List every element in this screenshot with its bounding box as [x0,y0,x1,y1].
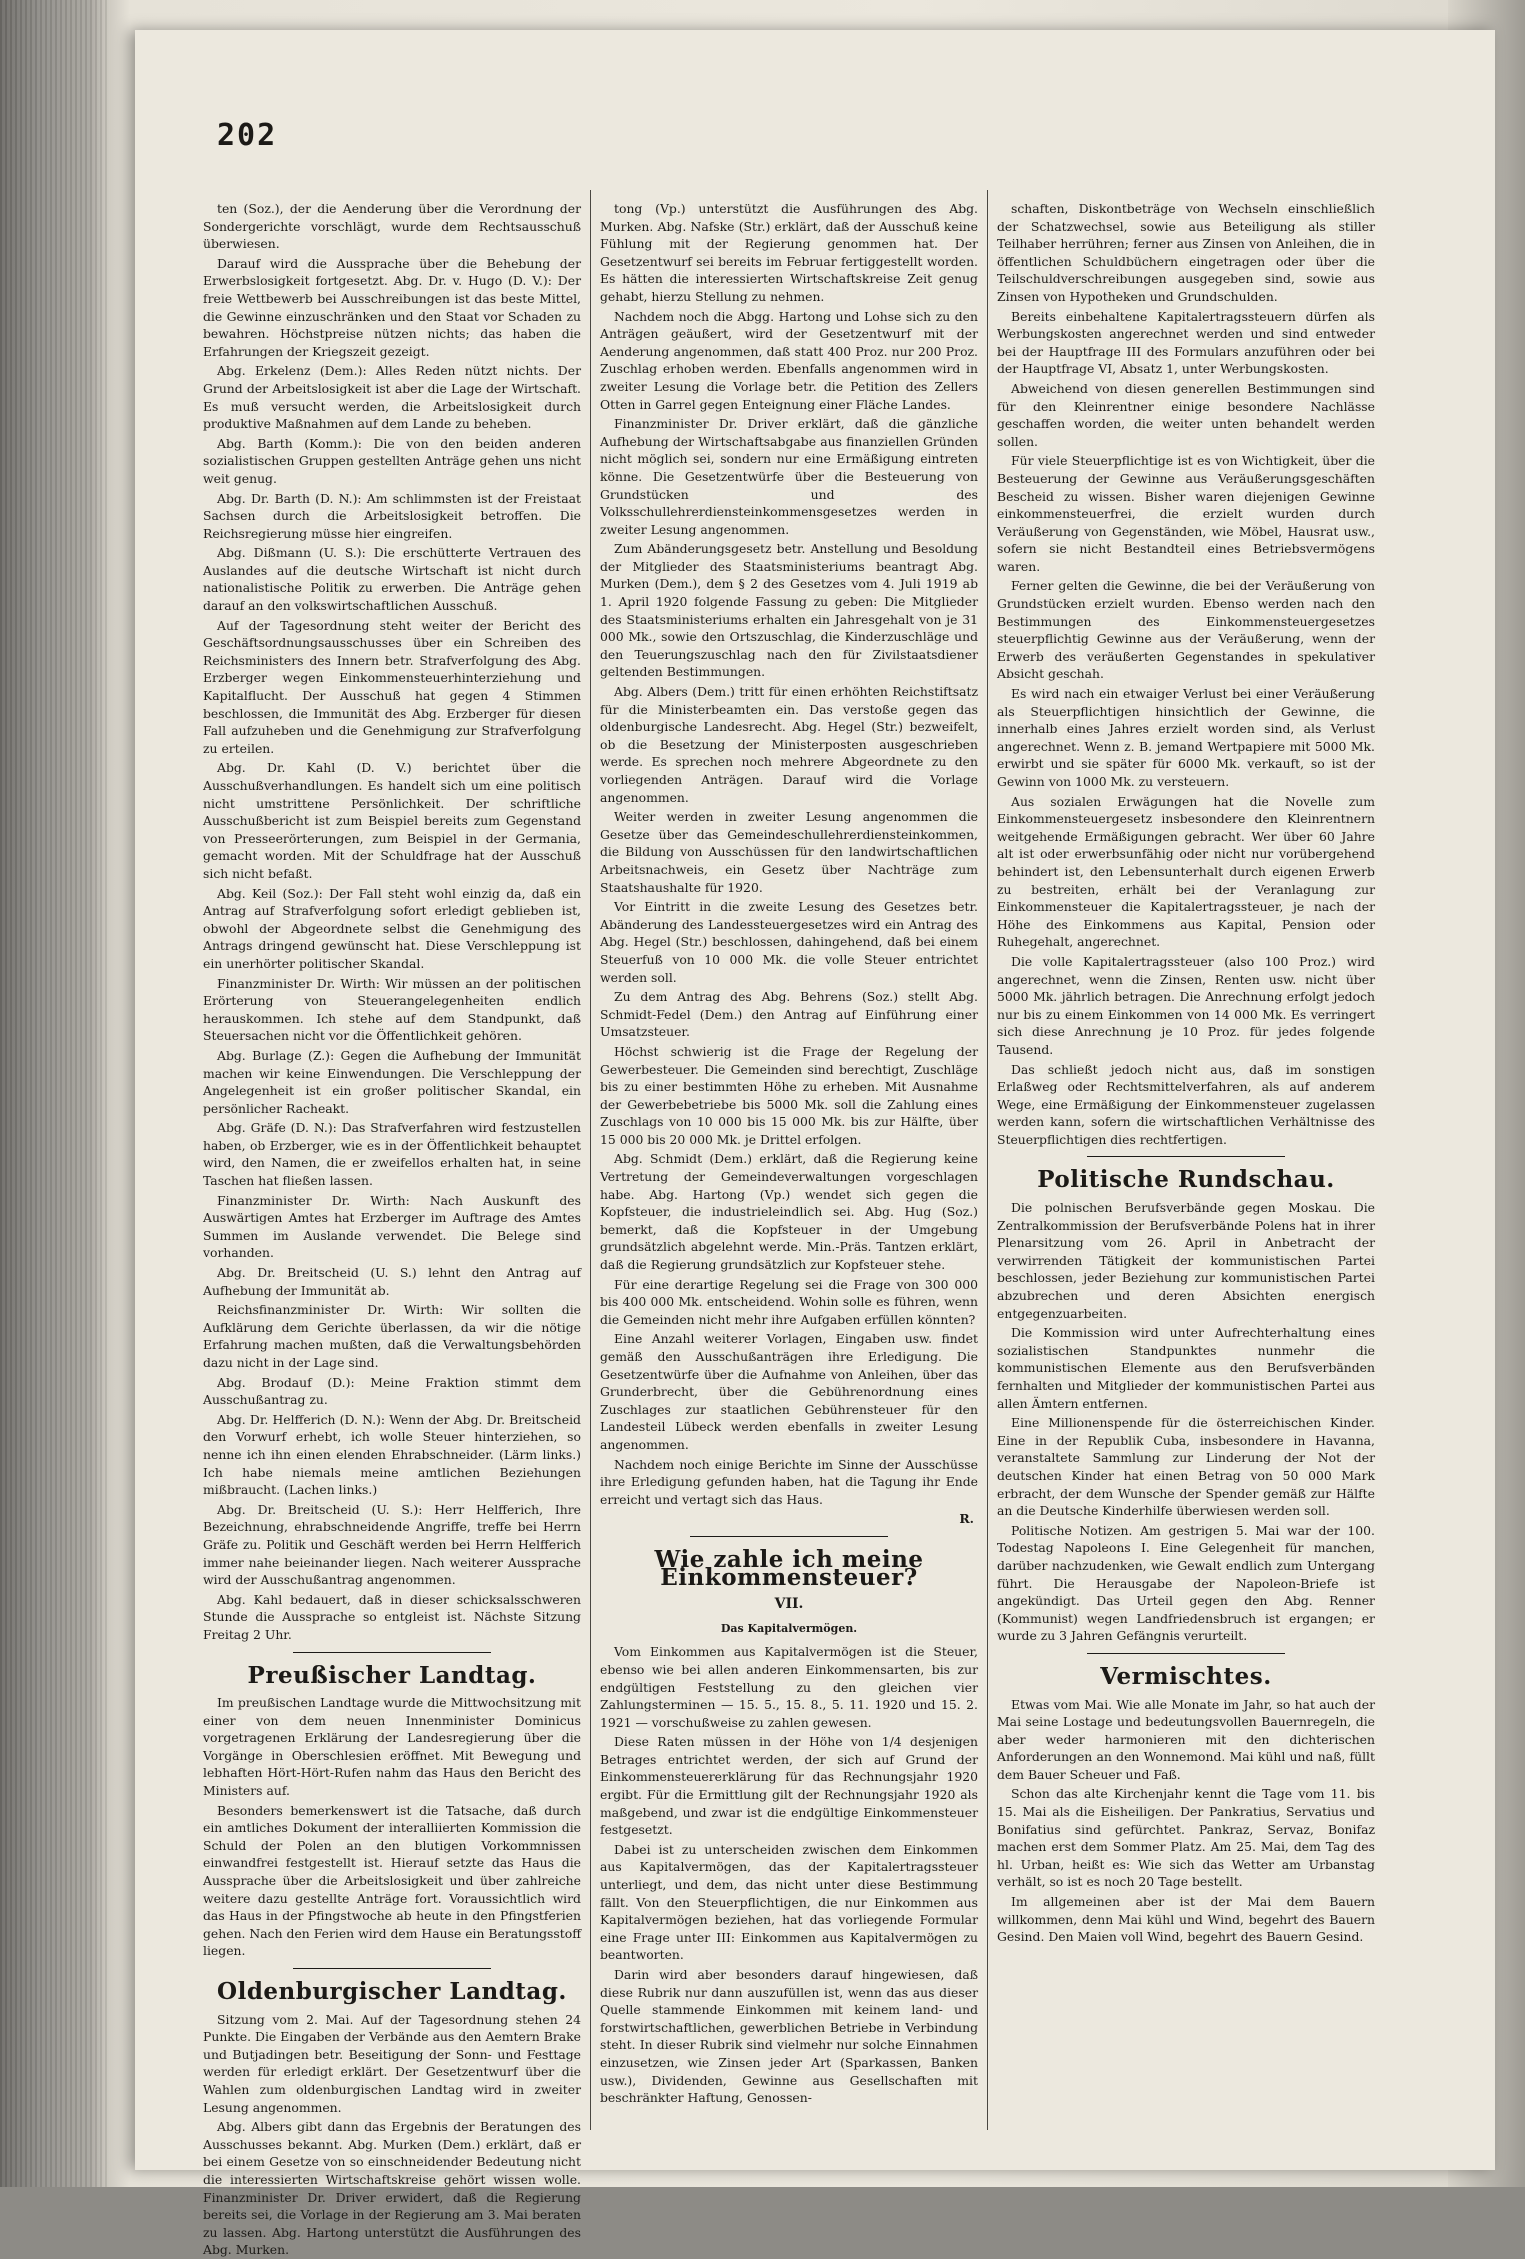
paragraph: Abweichend von diesen generellen Bestimmungen sind für den Kleinrentner einige besondere Nachlässe geschaffen worden, die weiter unten behandelt werden sollen. [997,380,1375,449]
paragraph: Abg. Dr. Helfferich (D. N.): Wenn der Abg. Dr. Breitscheid den Vorwurf erhebt, ich wolle Steuer hinterziehen, so nenne ich ihn einen elenden Ehrabschneider. (Lärm links.) Ich habe niemals meine amtlichen Beziehungen mißbraucht. (Lachen links.) [203,1411,581,1498]
book-binding [0,0,110,2187]
paragraph: Abg. Gräfe (D. N.): Das Strafverfahren wird festzustellen haben, ob Erzberger, wie es in der Öffentlichkeit behauptet wird, den Namen, die er zweifellos erhalten hat, in seine Taschen hat fließen lassen. [203,1120,581,1189]
paragraph: Politische Notizen. Am gestrigen 5. Mai war der 100. Todestag Napoleons I. Eine Gelegenheit für manchen, darüber nachzudenken, wie Gewalt endlich zum Untergang führt. Die Herausgabe der Napoleon-Briefe ist angekündigt. Das Urteil gegen den Abg. Renner (Kommunist) wegen Landfriedensbruch ist ergangen; er wurde zu 3 Jahren Gefängnis verurteilt. [997,1522,1375,1644]
paragraph: Im preußischen Landtage wurde die Mittwochsitzung mit einer von dem neuen Innenminister Dominicus vorgetragenen Erklärung der Landesregierung über die Vorgänge in Oberschlesien eröffnet. Mit Bewegung und lebhaften Hört-Hört-Rufen nahm das Haus den Bericht des Ministers auf. [203,1695,581,1799]
paragraph: Darauf wird die Aussprache über die Behebung der Erwerbslosigkeit fortgesetzt. Abg. Dr. v. Hugo (D. V.): Der freie Wettbewerb bei Ausschreibungen ist das beste Mittel, die Gewinne einzuschränken und den Staat vor Schaden zu bewahren. Höchstpreise nützen nichts; das haben die Erfahrungen der Kriegszeit gezeigt. [203,255,581,359]
section-rule [1087,1156,1285,1157]
paragraph: Weiter werden in zweiter Lesung angenommen die Gesetze über das Gemeindeschullehrerdiensteinkommen, die Bildung von Ausschüssen für den landwirtschaftlichen Arbeitsnachweis, ein Gesetz über Nachträge zum Staatshaushalte für 1920. [600,809,978,895]
paragraph: Auf der Tagesordnung steht weiter der Bericht des Geschäftsordnungsausschusses über ein Schreiben des Reichsministers des Innern betr. Strafverfolgung des Abg. Erzberger wegen Einkommensteuerhinterziehung und Kapitalflucht. Der Ausschuß hat gegen 4 Stimmen beschlossen, die Immunität des Abg. Erzberger für diesen Fall aufzuheben und die Genehmigung zur Strafverfolgung zu erteilen. [203,617,581,756]
headline-oldenburgischer-landtag: Oldenburgischer Landtag. [217,1978,567,2005]
column-3 [997,200,1375,2140]
paragraph: Nachdem noch einige Berichte im Sinne der Ausschüsse ihre Erledigung gefunden haben, hat die Tagung ihr Ende erreicht und vertagt sich das Haus. [600,1456,978,1507]
paragraph: Schon das alte Kirchenjahr kennt die Tage vom 11. bis 15. Mai als die Eisheiligen. Der Pankratius, Servatius und Bonifatius sind gefürchtet. Pankraz, Servaz, Bonifaz machen erst dem Sommer Platz. Am 25. Mai, dem Tag des hl. Urban, heißt es: Wie sich das Wetter am Urbanstag verhält, so ist es noch 20 Tage bestellt. [997,1786,1375,1890]
section-rule [293,1968,491,1969]
paragraph: Eine Anzahl weiterer Vorlagen, Eingaben usw. findet gemäß den Ausschußanträgen ihre Erledigung. Die Gesetzentwürfe über die Aufnahme von Anleihen, über das Grunderbrecht, über die Gebührenordnung eines Zuschlages zur staatlichen Gebührensteuer für den Landesteil Lübeck werden ebenfalls in zweiter Lesung angenommen. [600,1331,978,1452]
headline-politische-rundschau: Politische Rundschau. [1037,1166,1335,1194]
paragraph: Die volle Kapitalertragssteuer (also 100 Proz.) wird angerechnet, wenn die Zinsen, Renten usw. nicht über 5000 Mk. jährlich betragen. Die Anrechnung erfolgt jedoch nur bis zu einem Einkommen von 14 000 Mk. Es verringert sich diese Anrechnung je 10 Proz. für jedes folgende Tausend. [997,953,1375,1057]
paragraph: Dabei ist zu unterscheiden zwischen dem Einkommen aus Kapitalvermögen, das der Kapitalertragssteuer unterliegt, und dem, das nicht unter diese Bestimmung fällt. Von den Steuerpflichtigen, die nur Einkommen aus Kapitalvermögen beziehen, hat das vorliegende Formular eine Frage unter III: Einkommen aus Kapitalvermögen zu beantworten. [600,1841,978,1963]
paragraph: Abg. Dr. Kahl (D. V.) berichtet über die Ausschußverhandlungen. Es handelt sich um eine politisch nicht umstrittene Persönlichkeit. Der schriftliche Ausschußbericht ist zum Beispiel bereits zum Gegenstand von Presseerörterungen, zum Beispiel in der Germania, gemacht worden. Mit der Schuldfrage hat der Ausschuß sich nicht befaßt. [203,760,581,881]
paragraph: Zu dem Antrag des Abg. Behrens (Soz.) stellt Abg. Schmidt-Fedel (Dem.) den Antrag auf Einführung einer Umsatzsteuer. [600,989,978,1040]
paragraph: Für viele Steuerpflichtige ist es von Wichtigkeit, über die Besteuerung der Gewinne aus Veräußerungsgeschäften Bescheid zu wissen. Bisher waren diejenigen Gewinne einkommensteuerfrei, die erzielt wurden durch Veräußerung von Gegenständen, wie Möbel, Hausrat usw., sofern sie nicht Bestandteil eines Betriebsvermögens waren. [997,453,1375,574]
section-number: VII. [774,1596,804,1613]
paragraph: tong (Vp.) unterstützt die Ausführungen des Abg. Murken. Abg. Nafske (Str.) erklärt, daß der Ausschuß keine Fühlung mit der Regierung genommen hat. Der Gesetzentwurf sei bereits im Februar fertiggestellt worden. Es hätten die interessierten Wirtschaftskreise Zeit genug gehabt, hierzu Stellung zu nehmen. [600,201,978,304]
section-rule [690,1536,888,1537]
paragraph: Abg. Dr. Breitscheid (U. S.) lehnt den Antrag auf Aufhebung der Immunität ab. [203,1265,581,1298]
paragraph: Abg. Burlage (Z.): Gegen die Aufhebung der Immunität machen wir keine Einwendungen. Die Verschleppung der Angelegenheit ist ein großer politischer Skandal, ein persönlicher Racheakt. [203,1047,581,1116]
paragraph: Etwas vom Mai. Wie alle Monate im Jahr, so hat auch der Mai seine Lostage und bedeutungsvollen Bauernregeln, die aber weder harmonieren mit den dichterischen Anforderungen an den Wonnemond. Mai kühl und naß, füllt dem Bauer Scheuer und Faß. [997,1696,1375,1782]
paragraph: Finanzminister Dr. Driver erklärt, daß die gänzliche Aufhebung der Wirtschaftsabgabe aus finanziellen Gründen nicht möglich sei, sondern nur eine Ermäßigung eintreten könne. Die Gesetzentwürfe über die Besteuerung von Grundstücken und des Volksschullehrerdiensteinkommensgesetzes werden in zweiter Lesung angenommen. [600,416,978,537]
paragraph: Eine Millionenspende für die österreichischen Kinder. Eine in der Republik Cuba, insbesondere in Havanna, veranstaltete Sammlung zur Linderung der Not der deutschen Kinder hat einen Betrag von 50 000 Mark erbracht, der dem Wunsche der Spender gemäß zur Hälfte an die Deutsche Kinderhilfe überwiesen werden soll. [997,1415,1375,1519]
section-subtitle: Das Kapitalvermögen. [720,1621,858,1635]
paragraph: Zum Abänderungsgesetz betr. Anstellung und Besoldung der Mitglieder des Staatsministeriums beantragt Abg. Murken (Dem.), dem § 2 des Gesetzes vom 4. Juli 1919 ab 1. April 1920 folgende Fassung zu geben: Die Mitglieder des Staatsministeriums erhalten ein Jahresgehalt von je 31 000 Mk., sowie den Ortszuschlag, die Kinderzuschläge und den Teuerungszuschlag nach den für Zivilstaatsdiener geltenden Bestimmungen. [600,541,978,680]
paragraph: Diese Raten müssen in der Höhe von 1/4 desjenigen Betrages entrichtet werden, der sich auf Grund der Einkommensteuererklärung für das Rechnungsjahr 1920 ergibt. Für die Ermittlung gilt der Rechnungsjahr 1920 als maßgebend, und zwar ist die endgültige Einkommensteuer festgesetzt. [600,1734,978,1838]
paragraph: Bereits einbehaltene Kapitalertragssteuern dürfen als Werbungskosten angerechnet werden und sind entweder bei der Hauptfrage III des Formulars anzuführen oder bei der Hauptfrage VI, Absatz 1, unter Werbungskosten. [997,308,1375,377]
section-rule [293,1652,491,1653]
paragraph: Das schließt jedoch nicht aus, daß im sonstigen Erlaßweg oder Rechtsmittelverfahren, als auf anderem Wege, eine Ermäßigung der Einkommensteuer zugelassen werden kann, sofern die wirtschaftlichen Verhältnisse des Steuerpflichtigen dies rechtfertigen. [997,1061,1375,1147]
paragraph: Abg. Albers (Dem.) tritt für einen erhöhten Reichstiftsatz für die Ministerbeamten ein. Das verstoße gegen das oldenburgische Landesrecht. Abg. Hegel (Str.) bezweifelt, ob die Besetzung der Ministerposten ausgeschrieben werde. Es sprechen noch mehrere Abgeordnete zu den vorliegenden Anträgen. Darauf wird die Vorlage angenommen. [600,684,978,805]
column-2 [600,200,978,2140]
paragraph: Aus sozialen Erwägungen hat die Novelle zum Einkommensteuergesetz insbesondere den Kleinrentnern weitgehende Ermäßigungen gebracht. Wer über 60 Jahre alt ist oder erwerbsunfähig oder nicht nur vorübergehend behindert ist, den Lebensunterhalt durch eigenen Erwerb zu bestreiten, erhält bei der Veranlagung zur Einkommensteuer die Kapitalertragssteuer, je nach der Höhe des Einkommens aus Kapital, Pension oder Ruhegehalt, angerechnet. [997,793,1375,950]
column-1 [203,200,582,2258]
column-divider [590,190,591,2130]
headline-preussischer-landtag: Preußischer Landtag. [247,1661,537,1689]
paragraph: Vom Einkommen aus Kapitalvermögen ist die Steuer, ebenso wie bei allen anderen Einkommensarten, bis zur endgültigen Feststellung zu den gleichen vier Zahlungsterminen — 15. 5., 15. 8., 5. 11. 1920 und 15. 2. 1921 — vorschußweise zu zahlen gewesen. [600,1644,978,1730]
paragraph: Vor Eintritt in die zweite Lesung des Gesetzes betr. Abänderung des Landessteuergesetzes wird ein Antrag des Abg. Hegel (Str.) beschlossen, dahingehend, daß bei einem Steuerfuß von 10 000 Mk. die volle Steuer entrichtet werden soll. [600,899,978,985]
paragraph: ten (Soz.), der die Aenderung über die Verordnung der Sondergerichte vorschlägt, wurde dem Rechtsausschuß überwiesen. [203,201,581,252]
paragraph: Besonders bemerkenswert ist die Tatsache, daß durch ein amtliches Dokument der interalliierten Kommission die Schuld der Polen an den blutigen Vorkommnissen einwandfrei festgestellt ist. Hierauf setzte das Haus die Aussprache über die Arbeitslosigkeit und über zahlreiche weitere dazu gestellte Anträge fort. Voraussichtlich wird das Haus in der Pfingstwoche ab heute in den Pfingstferien gehen. Nach den Ferien wird dem Hause ein Beratungsstoff liegen. [203,1802,582,1959]
paragraph: Abg. Barth (Komm.): Die von den beiden anderen sozialistischen Gruppen gestellten Anträge gehen uns nicht weit genug. [203,435,581,486]
paragraph: Abg. Albers gibt dann das Ergebnis der Beratungen des Ausschusses bekannt. Abg. Murken (Dem.) erklärt, daß er bei einem Gesetze von so einschneidender Bedeutung nicht die interessierten Wirtschaftskreise gehört wissen wolle. Finanzminister Dr. Driver erwidert, daß die Regierung bereits sei, die Vorlage in der Regierung am 3. Mai beraten zu lassen. Abg. Hartong unterstützt die Ausführungen des Abg. Murken. [203,2119,581,2258]
paragraph: Abg. Keil (Soz.): Der Fall steht wohl einzig da, daß ein Antrag auf Strafverfolgung sofort erledigt geblieben ist, obwohl der Abgeordnete selbst die Genehmigung des Antrags dringend gewünscht hat. Diese Verschleppung ist ein unerhörter politischer Skandal. [203,885,581,971]
paragraph: Für eine derartige Regelung sei die Frage von 300 000 bis 400 000 Mk. entscheidend. Wohin solle es führen, wenn die Gemeinden nicht mehr ihre Aufgaben erfüllen könnten? [600,1276,978,1327]
paragraph: Abg. Dr. Breitscheid (U. S.): Herr Helfferich, Ihre Bezeichnung, ehrabschneidende Angriffe, treffe bei Herrn Gräfe zu. Politik und Geschäft werden bei Herrn Helfferich immer nahe beieinander liegen. Nach weiterer Aussprache wird der Ausschußantrag angenommen. [203,1501,581,1588]
headline-vermischtes: Vermischtes. [1100,1662,1272,1690]
paragraph: Die polnischen Berufsverbände gegen Moskau. Die Zentralkommission der Berufsverbände Polens hat in ihrer Plenarsitzung vom 26. April in Anbetracht der verwirrenden Tätigkeit der kommunistischen Partei beschlossen, jeder Beziehung zur kommunistischen Partei abzubrechen und deren Absichten energisch entgegenzuarbeiten. [997,1200,1375,1321]
paragraph: Abg. Schmidt (Dem.) erklärt, daß die Regierung keine Vertretung der Gemeindeverwaltungen vorgeschlagen habe. Abg. Hartong (Vp.) wendet sich gegen die Kopfsteuer, die industrieleindlich sei. Abg. Hug (Soz.) bemerkt, daß die Kopfsteuer in der Umgebung grundsätzlich abgelehnt werde. Min.-Präs. Tantzen erklärt, daß die Regierung grundsätzlich zur Kopfsteuer stehe. [600,1151,978,1273]
section-rule [1087,1653,1285,1654]
paragraph: Die Kommission wird unter Aufrechterhaltung eines sozialistischen Standpunktes nunmehr die kommunistischen Elemente aus den Berufsverbänden fernhalten und Mitglieder der kommunistischen Partei aus allen Ämtern entfernen. [997,1325,1375,1411]
paragraph: Abg. Erkelenz (Dem.): Alles Reden nützt nichts. Der Grund der Arbeitslosigkeit ist aber die Lage der Wirtschaft. Es muß versucht werden, die Arbeitslosigkeit durch produktive Maßnahmen auf dem Lande zu beheben. [203,363,581,432]
paragraph: Nachdem noch die Abgg. Hartong und Lohse sich zu den Anträgen geäußert, wird der Gesetzentwurf mit der Aenderung angenommen, daß statt 400 Proz. nur 200 Proz. Zuschlag erhoben werden. Ebenfalls angenommen wird in zweiter Lesung die Vorlage betr. die Petition des Zellers Otten in Garrel gegen Enteignung einer Fläche Landes. [600,308,978,412]
paragraph: Es wird nach ein etwaiger Verlust bei einer Veräußerung als Steuerpflichtigen hinsichtlich der Gewinne, die innerhalb eines Jahres erzielt worden sind, als Verlust angerechnet. Wenn z. B. jemand Wertpapiere mit 5000 Mk. erwirbt und sie später für 6000 Mk. verkauft, so ist der Gewinn von 1000 Mk. zu versteuern. [997,686,1375,789]
newspaper-page [135,30,1495,2258]
paragraph: Reichsfinanzminister Dr. Wirth: Wir sollten die Aufklärung dem Gerichte überlassen, da wir die nötige Erfahrung machen mußten, daß die Verwaltungsbehörden dazu nicht in der Lage sind. [203,1302,581,1370]
column-divider [987,190,988,2130]
page-number: 202 [217,118,278,153]
paragraph: Im allgemeinen aber ist der Mai dem Bauern willkommen, denn Mai kühl und Wind, begehrt des Bauern Gesind. Den Maien voll Wind, begehrt des Bauern Gesind. [997,1894,1375,1945]
paragraph: Finanzminister Dr. Wirth: Nach Auskunft des Auswärtigen Amtes hat Erzberger im Auftrage des Amtes Summen im Auslande verwendet. Die Belege sind vorhanden. [203,1192,581,1261]
paragraph: Höchst schwierig ist die Frage der Regelung der Gewerbesteuer. Die Gemeinden sind berechtigt, Zuschläge bis zu einer bestimmten Höhe zu erheben. Mit Ausnahme der Gewerbebetriebe bis 5000 Mk. soll die Zahlung eines Zuschlags von 10 000 bis 15 000 Mk. bis zur Hälfte, über 15 000 bis 20 000 Mk. je Drittel erfolgen. [600,1043,978,1147]
headline-einkommensteuer: Wie zahle ich meine Einkommensteuer? [654,1545,924,1591]
paragraph: Darin wird aber besonders darauf hingewiesen, daß diese Rubrik nur dann auszufüllen ist, wenn das aus dieser Quelle stammende Einkommen mit keinem land- und forstwirtschaftlichen, gewerblichen Betriebe in Verbindung steht. In dieser Rubrik sind vielmehr nur solche Einnahmen einzusetzen, wie Zinsen jeder Art (Sparkassen, Banken usw.), Dividenden, Gewinne aus Gesellschaften mit beschränkter Haftung, Genossen- [600,1967,978,2106]
author-signature: R. [959,1511,974,1527]
paragraph: schaften, Diskontbeträge von Wechseln einschließlich der Schatzwechsel, sowie aus Beteiligung als stiller Teilhaber herrühren; ferner aus Zinsen von Anleihen, die in öffentlichen Schuldbüchern eingetragen oder über die Teilschuldverschreibungen ausgegeben sind, sowie aus Zinsen von Hypotheken und Grundschulden. [997,201,1375,304]
paragraph: Ferner gelten die Gewinne, die bei der Veräußerung von Grundstücken erzielt wurden. Ebenso werden nach den Bestimmungen des Einkommensteuergesetzes steuerpflichtig Gewinne aus der Veräußerung, wenn der Erwerb des veräußerten Gegenstandes in spekulativer Absicht geschah. [997,578,1375,682]
paragraph: Abg. Brodauf (D.): Meine Fraktion stimmt dem Ausschußantrag zu. [203,1374,581,1408]
paragraph: Abg. Kahl bedauert, daß in dieser schicksalsschweren Stunde die Aussprache so entgleist ist. Nächste Sitzung Freitag 2 Uhr. [203,1591,581,1642]
paragraph: Sitzung vom 2. Mai. Auf der Tagesordnung stehen 24 Punkte. Die Eingaben der Verbände aus den Aemtern Brake und Butjadingen betr. Beseitigung der Sonn- und Festtage werden für erledigt erklärt. Der Gesetzentwurf über die Wahlen zum oldenburgischen Landtag wird in zweiter Lesung angenommen. [203,2011,581,2115]
paragraph: Finanzminister Dr. Wirth: Wir müssen an der politischen Erörterung von Steuerangelegenheiten endlich herauskommen. Ich stehe auf dem Standpunkt, daß Steuersachen nicht vor die Öffentlichkeit gehören. [203,975,581,1044]
paragraph: Abg. Dißmann (U. S.): Die erschütterte Vertrauen des Auslandes auf die deutsche Wirtschaft ist nicht durch nationalistische Politik zu erwerben. Die Anträge gehen darauf an den volkswirtschaftlichen Ausschuß. [203,545,581,614]
paragraph: Abg. Dr. Barth (D. N.): Am schlimmsten ist der Freistaat Sachsen durch die Arbeitslosigkeit betroffen. Die Reichsregierung müsse hier eingreifen. [203,490,581,541]
